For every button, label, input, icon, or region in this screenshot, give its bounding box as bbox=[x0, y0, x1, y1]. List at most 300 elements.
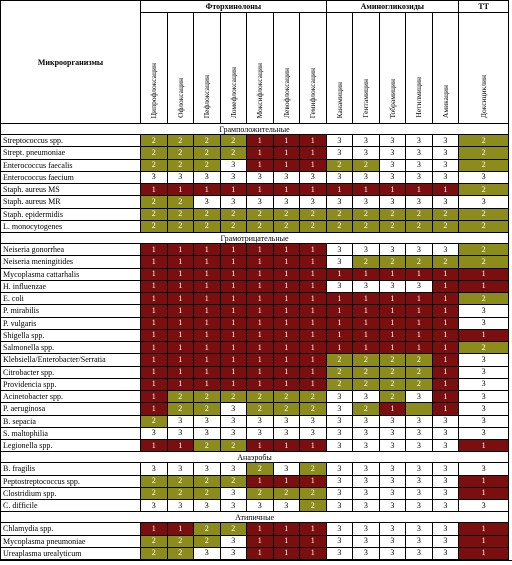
activity-cell: 3 bbox=[406, 463, 433, 475]
activity-cell: 3 bbox=[353, 547, 380, 559]
activity-cell: 3 bbox=[406, 440, 433, 452]
activity-cell: 1 bbox=[300, 147, 327, 159]
activity-cell: 3 bbox=[459, 427, 509, 439]
activity-cell: 2 bbox=[167, 147, 194, 159]
activity-cell: 3 bbox=[220, 547, 247, 559]
activity-cell: 1 bbox=[300, 159, 327, 171]
activity-cell: 2 bbox=[406, 256, 433, 268]
activity-cell: 2 bbox=[406, 354, 433, 366]
activity-cell: 2 bbox=[353, 220, 380, 232]
organism-name: Neiseria gonorrhea bbox=[1, 244, 141, 256]
activity-cell: 3 bbox=[432, 475, 459, 487]
activity-cell: 3 bbox=[273, 171, 300, 183]
activity-cell: 1 bbox=[273, 523, 300, 535]
activity-cell: 3 bbox=[459, 366, 509, 378]
activity-cell: 1 bbox=[273, 244, 300, 256]
activity-cell: 2 bbox=[300, 391, 327, 403]
activity-cell: 3 bbox=[406, 135, 433, 147]
activity-cell: 1 bbox=[300, 475, 327, 487]
activity-cell: 1 bbox=[273, 378, 300, 390]
activity-cell: 3 bbox=[459, 415, 509, 427]
activity-cell: 1 bbox=[406, 184, 433, 196]
activity-cell: 2 bbox=[141, 487, 168, 499]
activity-cell: 1 bbox=[353, 329, 380, 341]
activity-cell: 1 bbox=[220, 317, 247, 329]
activity-cell: 2 bbox=[459, 135, 509, 147]
activity-cell: 1 bbox=[247, 547, 274, 559]
activity-cell: 3 bbox=[353, 147, 380, 159]
activity-cell: 3 bbox=[406, 427, 433, 439]
activity-cell: 1 bbox=[141, 184, 168, 196]
section-title: Грамотрицательные bbox=[1, 233, 509, 244]
activity-cell: 2 bbox=[167, 159, 194, 171]
column-header bbox=[273, 13, 300, 124]
activity-cell: 3 bbox=[326, 196, 353, 208]
activity-cell: 1 bbox=[247, 159, 274, 171]
activity-cell: 2 bbox=[353, 403, 380, 415]
activity-cell: 3 bbox=[326, 475, 353, 487]
activity-cell: 3 bbox=[353, 415, 380, 427]
activity-cell: 3 bbox=[353, 196, 380, 208]
activity-cell: 1 bbox=[432, 378, 459, 390]
activity-cell: 1 bbox=[167, 342, 194, 354]
activity-cell: 3 bbox=[379, 535, 406, 547]
table-body bbox=[1, 124, 509, 560]
activity-cell: 1 bbox=[273, 475, 300, 487]
activity-cell: 3 bbox=[406, 487, 433, 499]
section-header-row bbox=[1, 452, 509, 463]
activity-cell: 1 bbox=[300, 135, 327, 147]
activity-cell: 3 bbox=[194, 500, 221, 512]
activity-cell: 2 bbox=[432, 208, 459, 220]
organism-name: Enterococcus faecium bbox=[1, 171, 141, 183]
activity-cell: 1 bbox=[353, 342, 380, 354]
activity-cell: 1 bbox=[273, 135, 300, 147]
activity-cell: 3 bbox=[326, 403, 353, 415]
activity-cell: 3 bbox=[141, 427, 168, 439]
activity-cell: 3 bbox=[406, 280, 433, 292]
activity-cell: 2 bbox=[326, 354, 353, 366]
organism-name: Clostridium spp. bbox=[1, 487, 141, 499]
activity-cell: 1 bbox=[247, 366, 274, 378]
activity-cell: 2 bbox=[379, 220, 406, 232]
activity-cell: 1 bbox=[459, 268, 509, 280]
activity-cell: 1 bbox=[273, 329, 300, 341]
activity-cell: 3 bbox=[459, 305, 509, 317]
table-row bbox=[1, 329, 509, 341]
activity-cell: 3 bbox=[273, 500, 300, 512]
activity-cell: 1 bbox=[194, 268, 221, 280]
activity-cell: 2 bbox=[326, 220, 353, 232]
activity-cell: 2 bbox=[220, 147, 247, 159]
activity-cell: 2 bbox=[459, 159, 509, 171]
organism-name: S. maltophilia bbox=[1, 427, 141, 439]
activity-cell: 1 bbox=[220, 305, 247, 317]
activity-cell: 1 bbox=[379, 305, 406, 317]
activity-cell: 3 bbox=[300, 196, 327, 208]
activity-cell: 1 bbox=[247, 184, 274, 196]
activity-cell: 1 bbox=[141, 366, 168, 378]
activity-cell: 1 bbox=[273, 366, 300, 378]
activity-cell: 3 bbox=[432, 523, 459, 535]
activity-cell: 1 bbox=[167, 523, 194, 535]
activity-cell: 3 bbox=[353, 440, 380, 452]
activity-cell: 2 bbox=[353, 378, 380, 390]
activity-cell: 3 bbox=[273, 463, 300, 475]
table-row bbox=[1, 354, 509, 366]
activity-cell: 3 bbox=[432, 487, 459, 499]
organism-name: Providencia spp. bbox=[1, 378, 141, 390]
activity-cell: 1 bbox=[247, 475, 274, 487]
activity-cell: 1 bbox=[379, 317, 406, 329]
activity-cell: 1 bbox=[273, 440, 300, 452]
activity-cell: 1 bbox=[432, 342, 459, 354]
activity-cell: 3 bbox=[194, 547, 221, 559]
activity-cell: 3 bbox=[326, 463, 353, 475]
table-row bbox=[1, 547, 509, 559]
activity-cell: 1 bbox=[273, 547, 300, 559]
activity-cell: 2 bbox=[220, 220, 247, 232]
activity-cell: 1 bbox=[247, 440, 274, 452]
activity-cell: 1 bbox=[459, 547, 509, 559]
activity-cell: 1 bbox=[141, 268, 168, 280]
activity-cell: 1 bbox=[247, 535, 274, 547]
activity-cell: 3 bbox=[379, 427, 406, 439]
activity-cell: 3 bbox=[353, 463, 380, 475]
activity-cell: 1 bbox=[300, 366, 327, 378]
activity-cell: 1 bbox=[167, 317, 194, 329]
activity-cell: 2 bbox=[220, 391, 247, 403]
activity-cell: 3 bbox=[459, 317, 509, 329]
activity-cell: 1 bbox=[247, 147, 274, 159]
activity-cell: 1 bbox=[273, 293, 300, 305]
column-header bbox=[379, 13, 406, 124]
activity-cell: 3 bbox=[326, 487, 353, 499]
activity-cell: 2 bbox=[141, 220, 168, 232]
activity-cell: 3 bbox=[406, 535, 433, 547]
activity-cell: 3 bbox=[326, 440, 353, 452]
activity-cell: 2 bbox=[273, 403, 300, 415]
activity-cell: 2 bbox=[194, 475, 221, 487]
activity-cell: 1 bbox=[273, 147, 300, 159]
column-header bbox=[300, 13, 327, 124]
activity-cell: 3 bbox=[379, 475, 406, 487]
activity-cell: 3 bbox=[379, 159, 406, 171]
column-header-label: Доксициклин bbox=[479, 74, 489, 118]
activity-cell: 1 bbox=[432, 317, 459, 329]
activity-cell: 3 bbox=[220, 500, 247, 512]
activity-cell: 3 bbox=[432, 500, 459, 512]
footnote-rule bbox=[0, 560, 512, 565]
activity-cell: 1 bbox=[247, 293, 274, 305]
activity-cell: 1 bbox=[247, 244, 274, 256]
organism-name: E. coli bbox=[1, 293, 141, 305]
activity-cell: 1 bbox=[194, 378, 221, 390]
activity-cell: 3 bbox=[220, 463, 247, 475]
table-row bbox=[1, 487, 509, 499]
table-row bbox=[1, 208, 509, 220]
table-row bbox=[1, 523, 509, 535]
activity-cell: 1 bbox=[300, 329, 327, 341]
activity-cell: 1 bbox=[220, 244, 247, 256]
activity-cell: 2 bbox=[141, 147, 168, 159]
activity-cell: 1 bbox=[353, 184, 380, 196]
column-header bbox=[353, 13, 380, 124]
activity-cell: 1 bbox=[353, 293, 380, 305]
activity-cell: 1 bbox=[247, 317, 274, 329]
activity-cell: 1 bbox=[220, 378, 247, 390]
activity-cell: 2 bbox=[459, 256, 509, 268]
column-header-label: Нетилмицин bbox=[414, 77, 424, 118]
activity-cell: 1 bbox=[141, 305, 168, 317]
activity-cell: 3 bbox=[220, 487, 247, 499]
organism-name: Staph. aureus MR bbox=[1, 196, 141, 208]
activity-cell: 3 bbox=[379, 463, 406, 475]
activity-cell: 1 bbox=[220, 293, 247, 305]
activity-cell: 3 bbox=[406, 244, 433, 256]
table-row bbox=[1, 403, 509, 415]
activity-cell: 3 bbox=[247, 196, 274, 208]
activity-cell: 1 bbox=[167, 305, 194, 317]
activity-cell: 2 bbox=[194, 440, 221, 452]
activity-cell: 2 bbox=[353, 208, 380, 220]
organism-name: P. vulgaris bbox=[1, 317, 141, 329]
activity-cell: 3 bbox=[194, 463, 221, 475]
activity-cell: 2 bbox=[194, 135, 221, 147]
activity-cell: 3 bbox=[353, 244, 380, 256]
activity-cell: 1 bbox=[300, 305, 327, 317]
activity-cell: 1 bbox=[167, 256, 194, 268]
activity-cell: 1 bbox=[326, 305, 353, 317]
section-header-row bbox=[1, 512, 509, 523]
activity-cell: 3 bbox=[326, 391, 353, 403]
activity-cell: 1 bbox=[300, 317, 327, 329]
activity-cell: 1 bbox=[406, 305, 433, 317]
activity-cell: 1 bbox=[300, 378, 327, 390]
organism-name: H. influenzae bbox=[1, 280, 141, 292]
activity-cell: 2 bbox=[459, 293, 509, 305]
activity-cell: 1 bbox=[247, 268, 274, 280]
table-row bbox=[1, 463, 509, 475]
activity-cell: 2 bbox=[300, 208, 327, 220]
activity-cell: 1 bbox=[406, 342, 433, 354]
activity-cell: 1 bbox=[141, 293, 168, 305]
activity-cell: 2 bbox=[194, 403, 221, 415]
activity-cell: 1 bbox=[459, 535, 509, 547]
activity-cell: 2 bbox=[141, 159, 168, 171]
activity-cell: 1 bbox=[379, 293, 406, 305]
organism-name: B. fragilis bbox=[1, 463, 141, 475]
activity-cell: 1 bbox=[273, 317, 300, 329]
column-header-label: Тобрамицин bbox=[387, 78, 397, 118]
activity-cell: 2 bbox=[353, 366, 380, 378]
activity-cell: 1 bbox=[247, 135, 274, 147]
table-row bbox=[1, 440, 509, 452]
activity-cell: 3 bbox=[353, 135, 380, 147]
activity-cell: 1 bbox=[194, 293, 221, 305]
activity-cell: 2 bbox=[406, 378, 433, 390]
activity-cell: 3 bbox=[432, 415, 459, 427]
activity-cell: 3 bbox=[353, 487, 380, 499]
column-header-label: Ципрофлоксацин bbox=[149, 62, 159, 118]
activity-cell: 3 bbox=[326, 147, 353, 159]
activity-cell: 1 bbox=[141, 280, 168, 292]
table-row bbox=[1, 135, 509, 147]
activity-cell: 2 bbox=[247, 403, 274, 415]
activity-cell: 1 bbox=[220, 268, 247, 280]
table-row bbox=[1, 378, 509, 390]
activity-cell: 1 bbox=[459, 523, 509, 535]
activity-cell: 3 bbox=[379, 244, 406, 256]
activity-cell: 2 bbox=[141, 415, 168, 427]
activity-cell: 3 bbox=[406, 415, 433, 427]
activity-cell: 1 bbox=[247, 342, 274, 354]
activity-cell: 3 bbox=[326, 415, 353, 427]
activity-cell: 3 bbox=[406, 523, 433, 535]
activity-cell: 1 bbox=[432, 366, 459, 378]
activity-cell: 3 bbox=[379, 440, 406, 452]
activity-cell: 2 bbox=[220, 475, 247, 487]
organism-name: Ureaplasma urealyticum bbox=[1, 547, 141, 559]
table-row bbox=[1, 427, 509, 439]
activity-cell: 3 bbox=[432, 463, 459, 475]
activity-cell bbox=[406, 403, 433, 415]
activity-cell: 2 bbox=[167, 547, 194, 559]
activity-cell: 3 bbox=[220, 403, 247, 415]
activity-cell: 1 bbox=[167, 293, 194, 305]
group-header-row bbox=[1, 1, 509, 13]
activity-cell: 1 bbox=[379, 342, 406, 354]
activity-cell: 3 bbox=[326, 427, 353, 439]
activity-cell: 1 bbox=[432, 184, 459, 196]
activity-cell: 1 bbox=[300, 535, 327, 547]
activity-cell: 2 bbox=[247, 220, 274, 232]
activity-cell: 3 bbox=[459, 354, 509, 366]
activity-cell: 2 bbox=[141, 475, 168, 487]
activity-cell: 2 bbox=[167, 487, 194, 499]
activity-cell: 2 bbox=[273, 487, 300, 499]
activity-cell: 1 bbox=[194, 366, 221, 378]
section-title: Анаэробы bbox=[1, 452, 509, 463]
activity-cell: 2 bbox=[300, 463, 327, 475]
activity-cell: 3 bbox=[300, 415, 327, 427]
activity-cell: 2 bbox=[167, 135, 194, 147]
activity-cell: 3 bbox=[459, 196, 509, 208]
activity-cell: 1 bbox=[141, 244, 168, 256]
activity-cell: 1 bbox=[247, 378, 274, 390]
activity-cell: 1 bbox=[273, 184, 300, 196]
activity-cell: 3 bbox=[353, 427, 380, 439]
organism-name: Mycoplasma pneumoniae bbox=[1, 535, 141, 547]
activity-cell: 1 bbox=[167, 244, 194, 256]
activity-cell: 1 bbox=[167, 440, 194, 452]
activity-cell: 3 bbox=[459, 391, 509, 403]
activity-cell: 3 bbox=[220, 427, 247, 439]
activity-cell: 3 bbox=[247, 500, 274, 512]
activity-cell: 3 bbox=[379, 171, 406, 183]
activity-cell: 1 bbox=[141, 403, 168, 415]
activity-cell: 3 bbox=[353, 171, 380, 183]
activity-cell: 3 bbox=[379, 147, 406, 159]
activity-cell: 1 bbox=[220, 184, 247, 196]
organism-name: Acinetobacter spp. bbox=[1, 391, 141, 403]
activity-cell: 3 bbox=[379, 500, 406, 512]
activity-cell: 1 bbox=[141, 342, 168, 354]
activity-cell: 3 bbox=[141, 500, 168, 512]
activity-cell: 3 bbox=[326, 256, 353, 268]
column-header-label: Канамицин bbox=[334, 81, 344, 118]
activity-cell: 2 bbox=[273, 208, 300, 220]
activity-cell: 1 bbox=[300, 244, 327, 256]
activity-cell: 3 bbox=[194, 171, 221, 183]
activity-cell: 1 bbox=[300, 440, 327, 452]
activity-cell: 3 bbox=[220, 535, 247, 547]
activity-cell: 1 bbox=[220, 256, 247, 268]
organism-name: Salmonella spp. bbox=[1, 342, 141, 354]
activity-cell: 3 bbox=[273, 427, 300, 439]
organism-name: Staph. aureus MS bbox=[1, 184, 141, 196]
organism-name: Streptococcus spp. bbox=[1, 135, 141, 147]
activity-cell: 2 bbox=[353, 256, 380, 268]
table-row bbox=[1, 147, 509, 159]
activity-cell: 1 bbox=[459, 475, 509, 487]
section-title: Грамположительные bbox=[1, 124, 509, 135]
activity-cell: 2 bbox=[194, 159, 221, 171]
activity-cell: 1 bbox=[273, 354, 300, 366]
activity-cell: 3 bbox=[247, 171, 274, 183]
activity-cell: 1 bbox=[273, 256, 300, 268]
activity-cell: 3 bbox=[141, 171, 168, 183]
activity-cell: 3 bbox=[406, 391, 433, 403]
organism-name: B. sepacia bbox=[1, 415, 141, 427]
activity-cell: 1 bbox=[379, 403, 406, 415]
organism-name: Peptostreptococcus spp. bbox=[1, 475, 141, 487]
activity-cell: 1 bbox=[141, 354, 168, 366]
activity-cell: 1 bbox=[432, 354, 459, 366]
activity-cell: 1 bbox=[247, 329, 274, 341]
activity-cell: 3 bbox=[353, 475, 380, 487]
organism-name: Klebsiella/Enterobacter/Serratia bbox=[1, 354, 141, 366]
activity-cell: 3 bbox=[459, 463, 509, 475]
activity-cell: 1 bbox=[326, 317, 353, 329]
activity-cell: 3 bbox=[167, 415, 194, 427]
activity-cell: 2 bbox=[353, 159, 380, 171]
activity-cell: 3 bbox=[406, 171, 433, 183]
table-row bbox=[1, 500, 509, 512]
activity-cell: 3 bbox=[353, 280, 380, 292]
activity-cell: 1 bbox=[194, 256, 221, 268]
organism-column-header: Микроорганизмы bbox=[1, 1, 141, 124]
table-row bbox=[1, 220, 509, 232]
organism-name: Neiseria meningitides bbox=[1, 256, 141, 268]
activity-cell: 2 bbox=[379, 366, 406, 378]
activity-cell: 2 bbox=[300, 403, 327, 415]
activity-cell: 3 bbox=[406, 159, 433, 171]
activity-cell: 2 bbox=[379, 354, 406, 366]
organism-name: Mycoplasma cattarhalis bbox=[1, 268, 141, 280]
activity-cell: 3 bbox=[406, 147, 433, 159]
activity-cell: 1 bbox=[273, 535, 300, 547]
column-header bbox=[406, 13, 433, 124]
activity-cell: 3 bbox=[406, 547, 433, 559]
section-header-row bbox=[1, 124, 509, 135]
activity-cell: 3 bbox=[247, 427, 274, 439]
activity-cell: 1 bbox=[167, 378, 194, 390]
activity-cell: 3 bbox=[167, 463, 194, 475]
activity-cell: 2 bbox=[220, 135, 247, 147]
activity-cell: 1 bbox=[432, 305, 459, 317]
organism-name: Staph. epidermidis bbox=[1, 208, 141, 220]
